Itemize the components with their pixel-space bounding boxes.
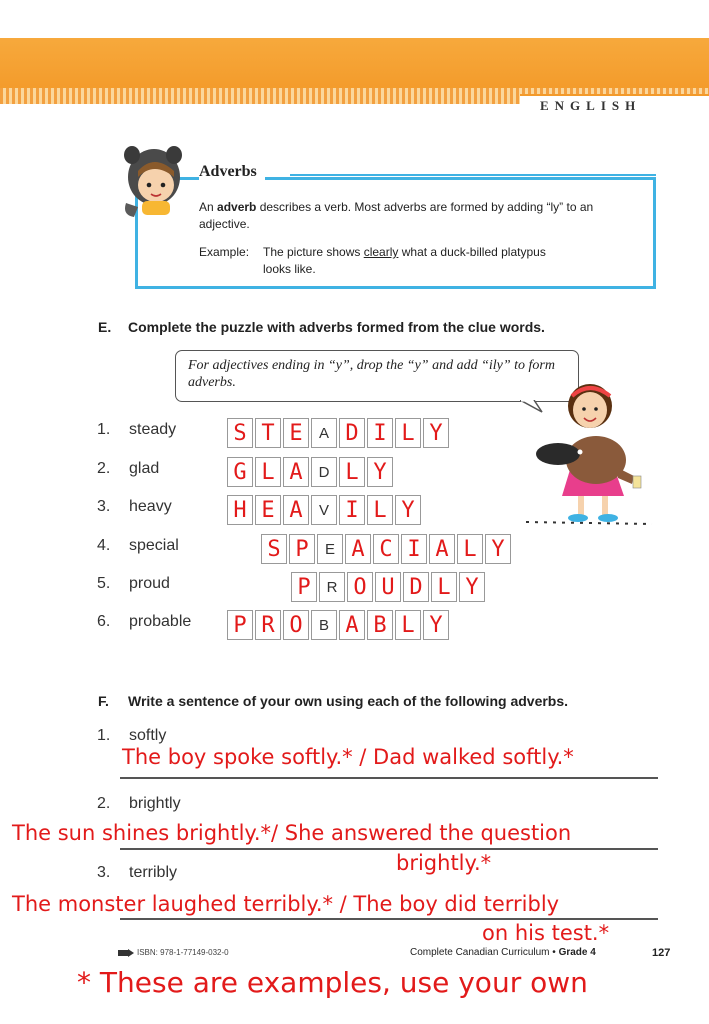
answer-letter-cell: Y [485, 534, 511, 564]
clue-word: steady [129, 421, 177, 438]
given-letter-cell: E [317, 534, 343, 564]
adverb-item-terribly: 3. terribly [97, 864, 178, 881]
answer-letter-cell: I [339, 495, 365, 525]
page-number: 127 [652, 947, 671, 959]
answer-letter-cell: O [283, 610, 309, 640]
puzzle-row-probable [227, 610, 451, 642]
raccoon-mascot-icon [118, 143, 190, 219]
examples-note: * These are examples, use your own [77, 966, 588, 999]
answer-letter-cell: Y [395, 495, 421, 525]
answer-line [120, 848, 658, 850]
answer-letter-cell: A [283, 495, 309, 525]
answer-letter-cell: B [367, 610, 393, 640]
clue-word: special [129, 537, 179, 554]
answer-letter-cell: Y [367, 457, 393, 487]
answer-line [120, 777, 658, 779]
clue-heavy [97, 498, 172, 516]
answer-letter-cell: A [339, 610, 365, 640]
given-letter-cell: A [311, 418, 337, 448]
answer-letter-cell: G [227, 457, 253, 487]
answer-letter-cell: E [255, 495, 281, 525]
answer-letter-cell: H [227, 495, 253, 525]
footer-isbn: ISBN: 978-1-77149-032-0 [118, 948, 229, 957]
clue-number: 5. [97, 575, 111, 592]
answer-letter-cell: U [375, 572, 401, 602]
answer-letter-cell: Y [423, 610, 449, 640]
adverb-definition: An adverb describes a verb. Most adverbs are formed by adding “ly” to an adjective. [199, 200, 594, 231]
clue-glad [97, 460, 159, 478]
clue-number: 6. [97, 613, 111, 630]
answer-text-continued: on his test.* [482, 921, 610, 945]
footer-book-title: Complete Canadian Curriculum • Grade 4 [410, 947, 596, 958]
given-letter-cell: D [311, 457, 337, 487]
answer-letter-cell: L [255, 457, 281, 487]
section-f-heading: F. Write a sentence of your own using each of the following adverbs. [98, 693, 569, 709]
answer-letter-cell: L [431, 572, 457, 602]
answer-text: The boy spoke softly.* / Dad walked softly.* [122, 745, 574, 769]
answer-letter-cell: E [283, 418, 309, 448]
hint-speech-bubble: For adjectives ending in “y”, drop the “y” and add “ily” to form adverbs. [175, 350, 579, 402]
answer-text-continued: brightly.* [396, 851, 492, 875]
puzzle-row-steady [227, 418, 451, 450]
adverb-item-softly: 1. softly [97, 727, 167, 744]
answer-letter-cell: D [403, 572, 429, 602]
subject-label: ENGLISH [520, 94, 709, 114]
clue-word: glad [129, 460, 160, 477]
clue-word: proud [129, 575, 170, 592]
answer-text: The monster laughed terribly.* / The boy did terribly [12, 892, 560, 916]
answer-letter-cell: D [339, 418, 365, 448]
answer-letter-cell: L [367, 495, 393, 525]
answer-letter-cell: P [227, 610, 253, 640]
answer-letter-cell: A [429, 534, 455, 564]
clue-word: probable [129, 613, 192, 630]
clue-special [97, 537, 179, 555]
answer-letter-cell: Y [459, 572, 485, 602]
answer-letter-cell: L [395, 610, 421, 640]
puzzle-row-heavy [227, 495, 423, 527]
given-letter-cell: R [319, 572, 345, 602]
answer-letter-cell: T [255, 418, 281, 448]
adverb-example: Example: The picture shows clearly what a duck-billed platypus looks like. [199, 245, 546, 276]
answer-letter-cell: Y [423, 418, 449, 448]
clue-steady [97, 421, 176, 439]
adverb-item-brightly: 2. brightly [97, 795, 181, 812]
clue-number: 3. [97, 498, 111, 515]
puzzle-row-special [261, 534, 513, 566]
answer-letter-cell: L [457, 534, 483, 564]
answer-letter-cell: I [401, 534, 427, 564]
answer-letter-cell: I [367, 418, 393, 448]
clue-proud [97, 575, 170, 593]
answer-letter-cell: S [261, 534, 287, 564]
clue-number: 1. [97, 421, 111, 438]
given-letter-cell: V [311, 495, 337, 525]
section-e-heading: E. Complete the puzzle with adverbs formed from the clue words. [98, 319, 545, 335]
girl-with-platypus-icon [522, 372, 662, 542]
answer-letter-cell: A [345, 534, 371, 564]
adverbs-title-rule [290, 174, 656, 176]
answer-letter-cell: R [255, 610, 281, 640]
answer-line [120, 918, 658, 920]
answer-letter-cell: A [283, 457, 309, 487]
puzzle-row-glad [227, 457, 395, 489]
header-banner [0, 38, 709, 94]
answer-letter-cell: P [289, 534, 315, 564]
puzzle-row-proud [291, 572, 487, 604]
given-letter-cell: B [311, 610, 337, 640]
clue-word: heavy [129, 498, 172, 515]
answer-letter-cell: L [395, 418, 421, 448]
answer-letter-cell: P [291, 572, 317, 602]
answer-letter-cell: C [373, 534, 399, 564]
clue-probable [97, 613, 191, 631]
adverbs-title: Adverbs [199, 163, 265, 181]
clue-number: 2. [97, 460, 111, 477]
answer-letter-cell: O [347, 572, 373, 602]
clue-number: 4. [97, 537, 111, 554]
answer-letter-cell: S [227, 418, 253, 448]
answer-text: The sun shines brightly.*/ She answered the question [12, 821, 572, 845]
answer-letter-cell: L [339, 457, 365, 487]
book-arrow-icon [118, 949, 134, 957]
